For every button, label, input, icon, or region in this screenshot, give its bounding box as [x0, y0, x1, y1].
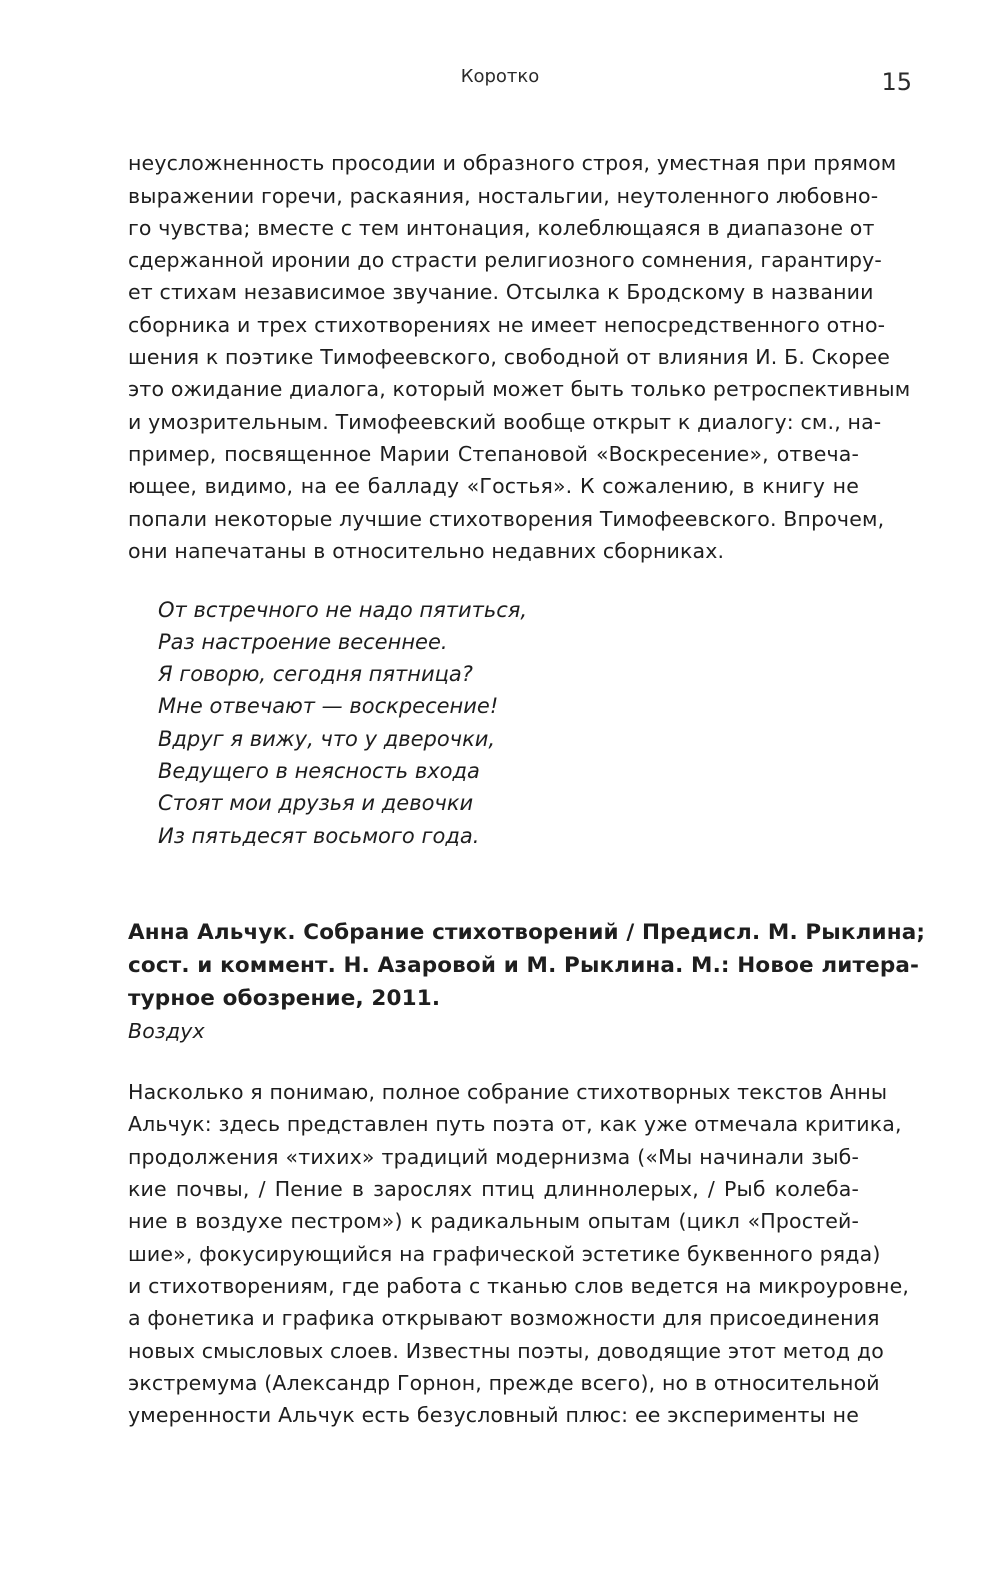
paragraph-line: и умозрительным. Тимофеевский вообще открыт к диалогу: см., на- — [128, 410, 882, 434]
paragraph-line: попали некоторые лучшие стихотворения Тимофеевского. Впрочем, — [128, 507, 885, 531]
paragraph-line: это ожидание диалога, который может быть только ретроспективным — [128, 377, 911, 401]
paragraph-line: экстремума (Александр Горнон, прежде всего), но в относительной — [128, 1371, 880, 1395]
paragraph-line: выражении горечи, раскаяния, ностальгии, неутоленного любовно- — [128, 184, 879, 208]
paragraph-line: Насколько я понимаю, полное собрание стихотворных текстов Анны — [128, 1080, 888, 1104]
paragraph-line: пример, посвященное Марии Степановой «Воскресение», отвеча- — [128, 442, 859, 466]
poem-line: Из пятьдесят восьмого года. — [158, 824, 480, 848]
paragraph-line: и стихотворениям, где работа с тканью слов ведется на микроуровне, — [128, 1274, 910, 1298]
paragraph-line: ющее, видимо, на ее балладу «Гостья». К сожалению, в книгу не — [128, 474, 859, 498]
paragraph-line: шения к поэтике Тимофеевского, свободной от влияния И. Б. Скорее — [128, 345, 891, 369]
paragraph-line: ние в воздухе пестром») к радикальным опытам (цикл «Простей- — [128, 1209, 859, 1233]
paragraph-line: ет стихам независимое звучание. Отсылка к Бродскому в названии — [128, 280, 874, 304]
poem-line: Мне отвечают — воскресение! — [158, 694, 499, 718]
poem-line: Ведущего в неясность входа — [158, 759, 480, 783]
page-number: 15 — [881, 68, 912, 96]
bibliography-line: турное обозрение, 2011. — [128, 986, 441, 1011]
paragraph-line: кие почвы, / Пение в зарослях птиц длиннолерых, / Рыб колеба- — [128, 1177, 859, 1201]
series-label: Воздух — [128, 1019, 205, 1043]
paragraph-line: а фонетика и графика открывают возможности для присоединения — [128, 1306, 880, 1330]
paragraph-line: новых смысловых слоев. Известны поэты, доводящие этот метод до — [128, 1339, 884, 1363]
paragraph-line: сдержанной иронии до страсти религиозного сомнения, гарантиру- — [128, 248, 882, 272]
poem-line: От встречного не надо пятиться, — [158, 598, 528, 622]
paragraph-line: продолжения «тихих» традиций модернизма («Мы начинали зыб- — [128, 1145, 859, 1169]
poem-line: Вдруг я вижу, что у дверочки, — [158, 727, 496, 751]
bibliography-line: сост. и коммент. Н. Азаровой и М. Рыклина. М.: Новое литера- — [128, 953, 920, 978]
paragraph-line: го чувства; вместе с тем интонация, колеблющаяся в диапазоне от — [128, 216, 875, 240]
paragraph-line: умеренности Альчук есть безусловный плюс: ее эксперименты не — [128, 1403, 859, 1427]
paragraph-line: Альчук: здесь представлен путь поэта от, как уже отмечала критика, — [128, 1112, 902, 1136]
running-head: Коротко — [460, 66, 540, 87]
bibliography-line: Анна Альчук. Собрание стихотворений / Предисл. М. Рыклина; — [128, 920, 926, 945]
paragraph-line: шие», фокусирующийся на графической эстетике буквенного ряда) — [128, 1242, 881, 1266]
poem-line: Я говорю, сегодня пятница? — [158, 662, 473, 686]
paragraph-line: неусложненность просодии и образного строя, уместная при прямом — [128, 151, 897, 175]
poem-line: Раз настроение весеннее. — [158, 630, 448, 654]
paragraph-line: они напечатаны в относительно недавних сборниках. — [128, 539, 725, 563]
poem-line: Стоят мои друзья и девочки — [158, 791, 474, 815]
paragraph-line: сборника и трех стихотворениях не имеет непосредственного отно- — [128, 313, 886, 337]
